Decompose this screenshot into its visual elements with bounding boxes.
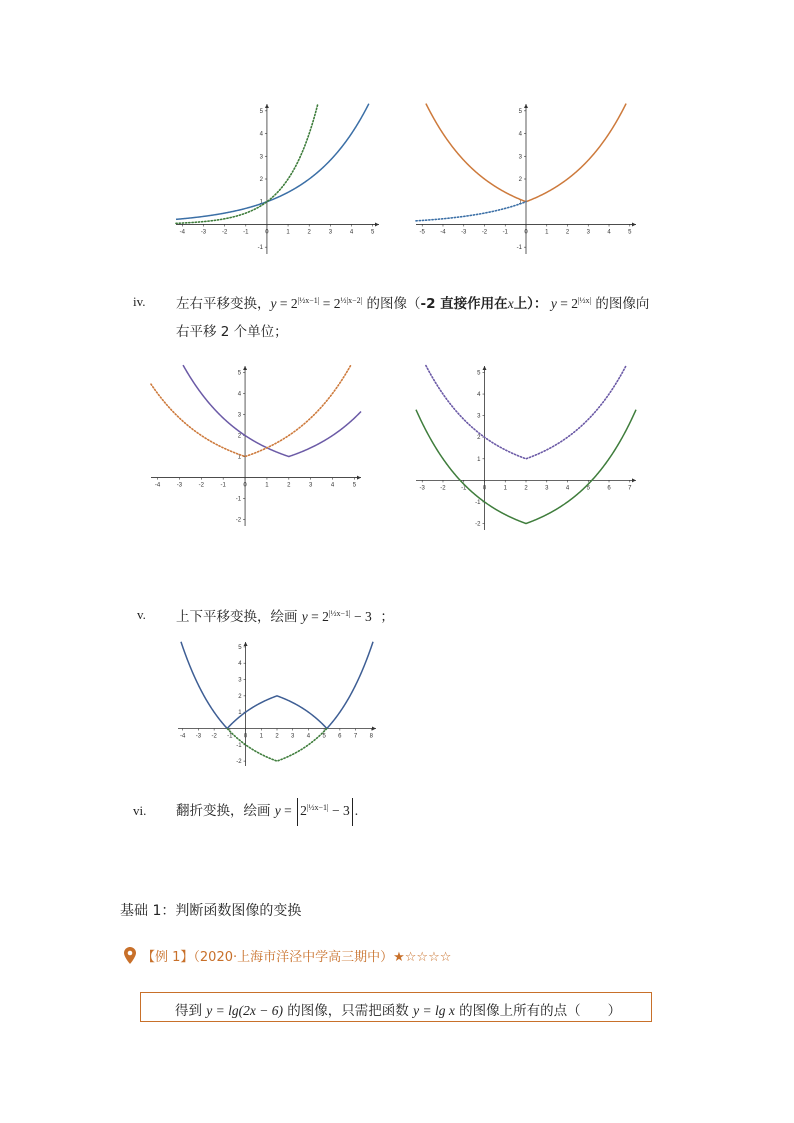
y-tick-label: 1 bbox=[237, 454, 242, 461]
item-number: v. bbox=[137, 607, 146, 622]
x-tick-label: 3 bbox=[309, 482, 313, 489]
y-tick-label: -1 bbox=[236, 742, 242, 749]
item-v-line bbox=[176, 605, 394, 625]
x-tick-label: -2 bbox=[221, 229, 228, 236]
x-tick-label: 2 bbox=[524, 485, 528, 492]
y-axis-arrow bbox=[244, 642, 248, 646]
item-text: ； bbox=[380, 609, 394, 625]
item-vi-line bbox=[176, 798, 358, 826]
example-label: 【例 1】 bbox=[142, 950, 194, 965]
y-tick-label: 1 bbox=[238, 710, 242, 717]
y-tick-label: 3 bbox=[238, 677, 242, 684]
x-tick-label: 6 bbox=[338, 733, 342, 740]
x-tick-label: 1 bbox=[545, 229, 549, 236]
x-tick-label: 1 bbox=[503, 485, 507, 492]
y-tick-label: -2 bbox=[475, 521, 481, 528]
y-axis-arrow bbox=[524, 104, 528, 108]
x-tick-label: 5 bbox=[322, 733, 326, 740]
y-tick-label: 4 bbox=[518, 131, 522, 138]
item-iv-line2: 右平移 2 个单位； bbox=[176, 324, 288, 340]
x-tick-label: 7 bbox=[353, 733, 358, 740]
question-box bbox=[140, 992, 652, 1022]
x-tick-label: 4 bbox=[607, 229, 611, 236]
x-tick-label: -1 bbox=[227, 733, 233, 740]
chart-svg bbox=[145, 362, 367, 530]
chart-fold bbox=[172, 638, 382, 770]
x-tick-label: 3 bbox=[586, 229, 590, 236]
x-tick-label: 5 bbox=[370, 229, 375, 236]
y-tick-label: 5 bbox=[518, 108, 522, 115]
item-text: 上下平移变换，绘画 bbox=[176, 609, 302, 625]
y-tick-label: 2 bbox=[477, 435, 481, 442]
x-tick-label: 1 bbox=[265, 482, 269, 489]
x-tick-label: -4 bbox=[440, 229, 446, 236]
formula: y = 2|½x| bbox=[550, 295, 592, 311]
y-tick-label: 5 bbox=[259, 108, 263, 115]
x-axis-arrow bbox=[632, 478, 636, 482]
y-tick-label: 2 bbox=[238, 693, 242, 700]
x-tick-label: -2 bbox=[440, 485, 446, 492]
x-tick-label: -3 bbox=[200, 229, 207, 236]
x-tick-label: 3 bbox=[328, 229, 333, 236]
item-number: vi. bbox=[133, 803, 147, 818]
question-part: 的图像，只需把函数 bbox=[283, 1003, 414, 1019]
chart-abs-exp bbox=[410, 100, 642, 258]
y-tick-label: 3 bbox=[237, 412, 242, 419]
formula: y = 2|½x−1| − 3 bbox=[301, 608, 372, 624]
x-tick-label: -3 bbox=[176, 482, 183, 489]
x-tick-label: -5 bbox=[419, 229, 425, 236]
chart-exp-compare bbox=[170, 100, 385, 258]
y-tick-label: 2 bbox=[237, 433, 242, 440]
y-tick-label: 4 bbox=[259, 131, 263, 138]
x-tick-label: 4 bbox=[306, 733, 311, 740]
y-tick-label: 1 bbox=[259, 199, 263, 206]
formula: y = lg x bbox=[413, 1003, 455, 1018]
x-tick-label: 3 bbox=[545, 485, 549, 492]
x-tick-label: -2 bbox=[481, 229, 488, 236]
y-tick-label: 4 bbox=[238, 661, 242, 668]
y-tick-label: -1 bbox=[235, 496, 242, 503]
difficulty-stars: ★☆☆☆☆ bbox=[393, 950, 452, 965]
var-x: x bbox=[507, 296, 514, 311]
x-tick-label: -2 bbox=[198, 482, 204, 489]
question-text bbox=[175, 999, 621, 1019]
x-tick-label: 0 bbox=[482, 485, 487, 492]
series-line-solid bbox=[181, 642, 373, 729]
x-tick-label: 6 bbox=[607, 485, 611, 492]
x-tick-label: 5 bbox=[586, 485, 590, 492]
x-tick-label: -1 bbox=[502, 229, 508, 236]
x-tick-label: 0 bbox=[524, 229, 528, 236]
y-tick-label: -2 bbox=[236, 759, 242, 766]
x-tick-label: 4 bbox=[349, 229, 354, 236]
chart-svg bbox=[170, 100, 385, 258]
y-tick-label: 1 bbox=[518, 199, 522, 206]
x-tick-label: -1 bbox=[220, 482, 226, 489]
x-tick-label: 3 bbox=[291, 733, 295, 740]
series-line-solid bbox=[176, 104, 369, 220]
chart-shift-right bbox=[145, 362, 367, 530]
y-tick-label: 4 bbox=[237, 391, 242, 398]
abs-bar-left bbox=[297, 798, 298, 826]
x-tick-label: 7 bbox=[628, 485, 632, 492]
x-tick-label: 0 bbox=[243, 482, 247, 489]
x-tick-label: -1 bbox=[461, 485, 467, 492]
x-tick-label: -3 bbox=[461, 229, 467, 236]
x-tick-label: 0 bbox=[265, 229, 269, 236]
x-tick-label: 4 bbox=[330, 482, 335, 489]
x-tick-label: -2 bbox=[211, 733, 217, 740]
formula: y = 2|½x−1| = 2½|x−2| bbox=[270, 295, 363, 311]
x-tick-label: -3 bbox=[419, 485, 425, 492]
y-tick-label: 5 bbox=[477, 370, 481, 377]
x-axis-arrow bbox=[357, 476, 361, 480]
item-text: 的图像（ bbox=[362, 296, 421, 312]
x-tick-label: 2 bbox=[275, 733, 279, 740]
y-tick-label: 3 bbox=[259, 154, 263, 161]
y-tick-label: 1 bbox=[477, 456, 481, 463]
formula: y = lg(2x − 6) bbox=[206, 1003, 283, 1018]
x-tick-label: 2 bbox=[307, 229, 311, 236]
x-tick-label: -4 bbox=[179, 229, 186, 236]
question-part: 的图像上所有的点（ ） bbox=[454, 1003, 622, 1019]
chart-shift-down bbox=[410, 362, 642, 534]
y-tick-label: 3 bbox=[477, 413, 481, 420]
y-tick-label: -1 bbox=[257, 245, 263, 252]
x-tick-label: 8 bbox=[369, 733, 373, 740]
x-axis-arrow bbox=[632, 222, 636, 226]
y-tick-label: -1 bbox=[516, 245, 522, 252]
x-tick-label: 2 bbox=[287, 482, 291, 489]
series-line-solid bbox=[416, 410, 636, 524]
formula: y = 2|½x−1| − 3 . bbox=[275, 803, 358, 818]
y-tick-label: 2 bbox=[518, 177, 522, 183]
question-part: 得到 bbox=[175, 1003, 207, 1019]
y-axis-arrow bbox=[243, 366, 247, 370]
chart-svg bbox=[172, 638, 382, 770]
item-number: iv. bbox=[133, 294, 146, 309]
example-header bbox=[124, 946, 451, 968]
y-tick-label: 3 bbox=[518, 154, 522, 161]
chart-svg bbox=[410, 100, 642, 258]
abs-bar-right bbox=[352, 798, 353, 826]
x-tick-label: -4 bbox=[154, 482, 161, 489]
bold-text: 上）： bbox=[513, 296, 548, 312]
bold-text: -2 直接作用在 bbox=[420, 296, 508, 312]
item-iv-line1 bbox=[176, 292, 649, 312]
location-pin-icon bbox=[124, 947, 136, 968]
item-text: 的图像向 bbox=[591, 296, 650, 312]
y-tick-label: 5 bbox=[238, 644, 242, 651]
x-tick-label: 5 bbox=[628, 229, 632, 236]
x-axis-arrow bbox=[375, 222, 379, 226]
series-line-dotted bbox=[426, 366, 626, 459]
x-tick-label: 0 bbox=[243, 733, 248, 740]
example-source: （2020·上海市洋泾中学高三期中） bbox=[193, 950, 394, 965]
y-axis-arrow bbox=[482, 366, 486, 370]
item-text: 左右平移变换， bbox=[176, 296, 271, 312]
y-tick-label: 2 bbox=[259, 177, 263, 183]
x-tick-label: 1 bbox=[286, 229, 290, 236]
chart-svg bbox=[410, 362, 642, 534]
x-tick-label: -3 bbox=[195, 733, 202, 740]
series-line-dotted bbox=[176, 105, 318, 223]
y-tick-label: 4 bbox=[477, 392, 481, 399]
x-tick-label: -4 bbox=[180, 733, 186, 740]
series-line-dotted bbox=[416, 199, 526, 221]
x-tick-label: 4 bbox=[565, 485, 570, 492]
x-tick-label: 1 bbox=[259, 733, 263, 740]
series-line-solid bbox=[183, 365, 361, 456]
x-tick-label: -1 bbox=[243, 229, 249, 236]
item-text: 翻折变换，绘画 bbox=[176, 803, 275, 820]
x-tick-label: 5 bbox=[352, 482, 357, 489]
y-tick-label: -2 bbox=[235, 517, 242, 524]
y-axis-arrow bbox=[265, 104, 269, 108]
x-tick-label: 2 bbox=[565, 229, 570, 236]
y-tick-label: 5 bbox=[237, 370, 242, 377]
x-axis-arrow bbox=[372, 726, 376, 730]
section-title: 基础 1：判断函数图像的变换 bbox=[120, 903, 302, 919]
y-tick-label: -1 bbox=[475, 499, 481, 506]
